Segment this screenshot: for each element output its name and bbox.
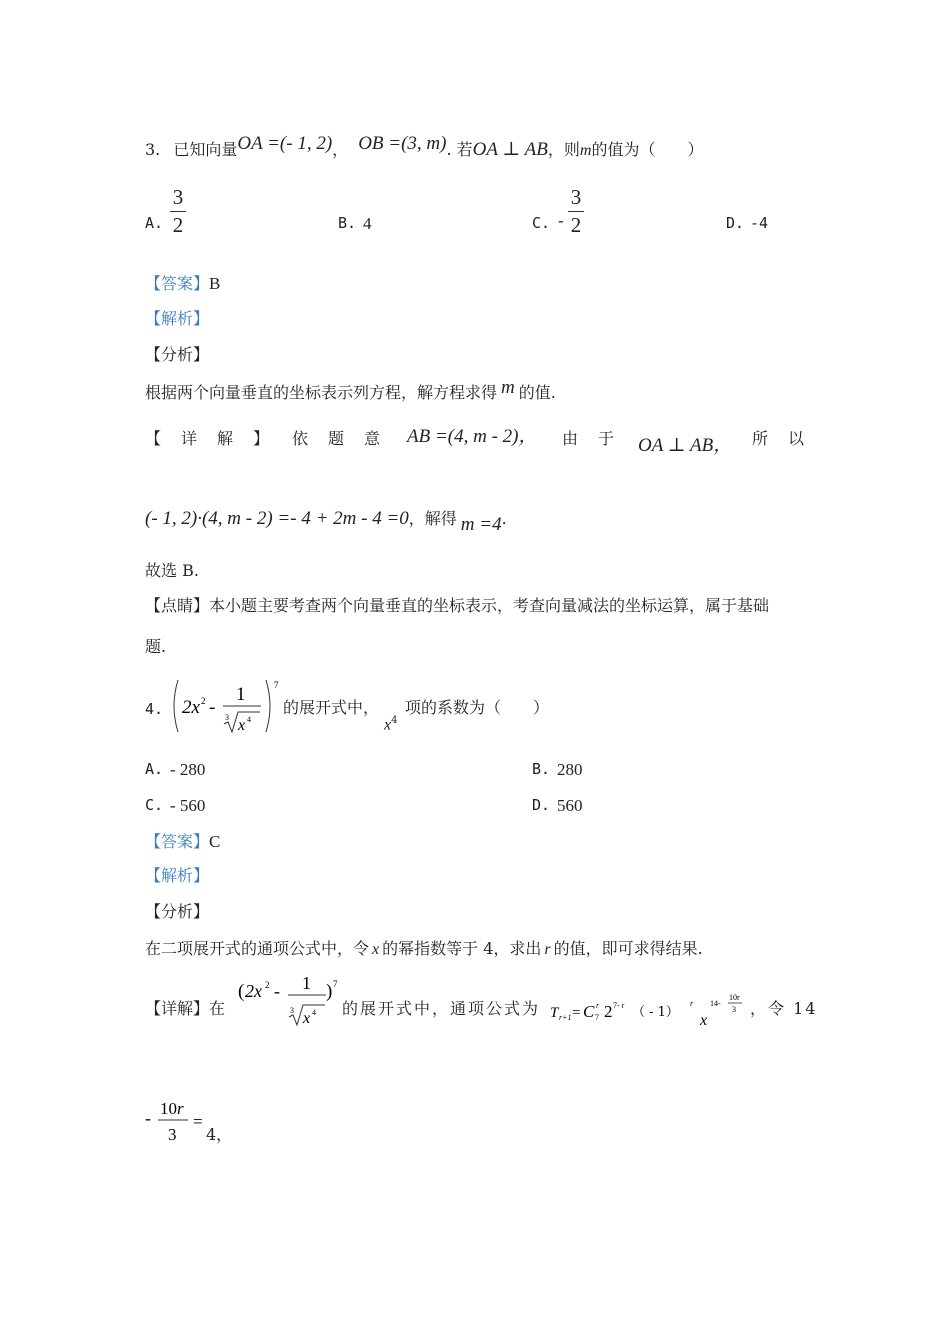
svg-text:3: 3	[168, 1125, 177, 1144]
q3-perp: OA ⊥ AB	[472, 139, 548, 160]
svg-text:3: 3	[290, 1006, 294, 1015]
q4-last-fraction	[143, 1098, 213, 1146]
q3-option-d-value: -4	[750, 214, 769, 232]
q4-answer	[145, 833, 220, 850]
q4-option-b-value: 280	[557, 760, 583, 779]
q3-dianjing-a: 本小题主要考查两个向量垂直的坐标表示，考查向量减法的坐标运算，属于基础	[209, 596, 770, 615]
svg-text:10: 10	[160, 1099, 177, 1118]
svg-text:r+1: r+1	[559, 1013, 572, 1022]
q3-fenxi-b: 的值.	[518, 383, 556, 402]
q3-option-a-den: 2	[172, 213, 184, 237]
q3-answer-value: B	[209, 274, 221, 293]
svg-text:-: -	[274, 981, 280, 1001]
svg-text:4: 4	[312, 1008, 316, 1017]
q3-gu: 故选 B.	[145, 561, 199, 580]
svg-text:2: 2	[265, 980, 270, 990]
svg-text:3: 3	[225, 713, 229, 722]
q3-fenxi-text	[145, 377, 556, 402]
q3-option-b-value: 4	[363, 214, 372, 233]
q3-option-d-label: D.	[726, 214, 745, 232]
q4-detail-b: 的展开式中，通项公式为	[342, 999, 541, 1018]
q4-fenxi-b: 的幂指数等于 4，求出	[382, 939, 542, 958]
q3-detail-a: 依 题 意	[292, 429, 383, 448]
svg-text:2x: 2x	[182, 697, 200, 718]
svg-text:2x: 2x	[245, 981, 262, 1001]
q4-option-c-value: - 560	[170, 796, 206, 815]
svg-text:7: 7	[274, 680, 279, 690]
svg-text:2: 2	[604, 1002, 613, 1021]
q4-detail-c: ，令 14	[750, 999, 818, 1018]
svg-text:-: -	[145, 1108, 151, 1128]
q3-detail-b: 由 于	[562, 429, 617, 448]
q3-option-c-sign: -	[558, 211, 564, 230]
q4-number: 4.	[145, 700, 164, 718]
q3-option-a-label: A.	[145, 214, 164, 232]
q3-option-a-fraction	[170, 187, 186, 236]
svg-text:3: 3	[732, 1005, 736, 1014]
q3-oa-eq: OA =(- 1, 2)	[237, 133, 333, 154]
svg-text:7- r: 7- r	[613, 1001, 625, 1010]
q3-solve-end: .	[501, 509, 507, 528]
q3-fenxi-tag: 【分析】	[145, 345, 210, 364]
q3-calc-line	[145, 508, 507, 535]
q3-option-c-den: 2	[570, 213, 582, 237]
q3-detail-tag: 【 详 解 】	[145, 429, 272, 448]
q4-binomial-svg	[168, 676, 283, 736]
svg-text:2: 2	[201, 696, 206, 706]
svg-text:10r: 10r	[729, 993, 740, 1002]
q4-option-d-label: D.	[532, 796, 551, 814]
svg-text:4: 4	[247, 715, 251, 724]
q4-option-a-value: - 280	[170, 760, 206, 779]
q3-option-c-num: 3	[570, 185, 582, 209]
svg-text:1: 1	[236, 684, 246, 705]
svg-text:（ - 1）: （ - 1）	[632, 1005, 679, 1020]
q3-option-c-label: C.	[532, 214, 551, 232]
svg-text:r: r	[596, 1001, 600, 1010]
q4-detail-tag: 【详解】在	[145, 999, 226, 1018]
q4-answer-tag: 【答案】	[145, 832, 210, 851]
q4-option-a-label: A.	[145, 760, 164, 778]
q3-comma: ，	[332, 140, 349, 159]
q3-fenxi-a: 根据两个向量垂直的坐标表示列方程，解方程求得	[145, 383, 498, 402]
q4-stem-a: 的展开式中，	[283, 698, 380, 717]
svg-text:C: C	[583, 1002, 595, 1021]
q3-detail-c: 所 以	[752, 429, 807, 448]
q4-fenxi-c: 的值，即可求得结果.	[553, 939, 703, 958]
svg-text:x: x	[303, 1010, 311, 1027]
q3-dianjing-tag: 【点睛】	[145, 596, 210, 615]
q4-fenxi-r: r	[544, 941, 551, 958]
q4-last-end: 4，	[206, 1125, 233, 1144]
q3-number: 3.	[145, 140, 161, 159]
q3-stem	[145, 133, 704, 160]
q3-ob-eq: OB =(3, m)	[358, 133, 447, 154]
svg-text:7: 7	[333, 979, 338, 989]
svg-text:x: x	[238, 717, 246, 734]
q4-fenxi-x: x	[372, 941, 380, 958]
q3-stem-d: 的值为（ ）	[591, 140, 704, 159]
q4-jiexi-tag: 【解析】	[145, 866, 210, 885]
q3-solve-a: ，解得	[408, 509, 457, 528]
q3-stem-b: . 若	[446, 140, 473, 159]
svg-text:=: =	[193, 1112, 203, 1131]
q3-calc: (- 1, 2)·(4, m - 2) =- 4 + 2m - 4 =0	[145, 508, 409, 529]
q4-stem-b: 项的系数为（ ）	[405, 698, 550, 717]
svg-text:(: (	[238, 981, 245, 1002]
q4-fenxi-text	[145, 941, 703, 958]
q3-m-var: m	[579, 142, 592, 159]
q4-option-d-value: 560	[557, 796, 583, 815]
q3-stem-c: ，则	[547, 140, 580, 159]
svg-text:r: r	[177, 1099, 184, 1118]
q4-x4-exp: 4	[391, 715, 398, 726]
q4-general-term-svg	[548, 990, 758, 1030]
q4-detail-binomial	[236, 975, 340, 1030]
q4-fenxi-tag: 【分析】	[145, 902, 210, 921]
q4-x4	[384, 716, 397, 733]
q4-answer-value: C	[209, 832, 221, 851]
q3-jiexi-tag: 【解析】	[145, 309, 210, 328]
q3-fenxi-m: m	[501, 377, 515, 398]
q3-answer-tag: 【答案】	[145, 274, 210, 293]
q3-option-c-fraction	[568, 187, 584, 236]
q4-detail-binomial-svg	[236, 975, 340, 1030]
q3-option-b-label: B.	[338, 214, 357, 232]
q3-stem-a: 已知向量	[173, 140, 238, 159]
svg-text:-: -	[209, 697, 216, 718]
q3-option-a-num: 3	[172, 185, 184, 209]
q4-x4-base: x	[384, 716, 392, 734]
q3-dianjing	[145, 598, 769, 614]
q4-option-b-label: B.	[532, 760, 551, 778]
svg-text:1: 1	[302, 975, 311, 993]
svg-text:7: 7	[595, 1013, 599, 1022]
q4-option-c-label: C.	[145, 796, 164, 814]
svg-text:14-: 14-	[710, 999, 721, 1008]
q4-fenxi-a: 在二项展开式的通项公式中，令	[145, 939, 370, 958]
svg-text:r: r	[690, 999, 694, 1008]
q4-last-fraction-svg	[143, 1098, 213, 1146]
svg-text:T: T	[550, 1005, 559, 1021]
q3-answer	[145, 275, 220, 292]
q3-ab-eq: AB =(4, m - 2)，	[407, 426, 538, 447]
q3-dianjing-b: 题.	[145, 637, 167, 656]
svg-text:): )	[326, 981, 333, 1002]
svg-text:=: =	[572, 1005, 581, 1021]
q4-general-term	[548, 990, 758, 1030]
q3-solve-eq: m =4	[460, 514, 502, 535]
q3-perp2: OA ⊥ AB，	[638, 435, 733, 456]
q4-binomial-expression	[168, 676, 283, 736]
svg-text:x: x	[700, 1012, 708, 1029]
